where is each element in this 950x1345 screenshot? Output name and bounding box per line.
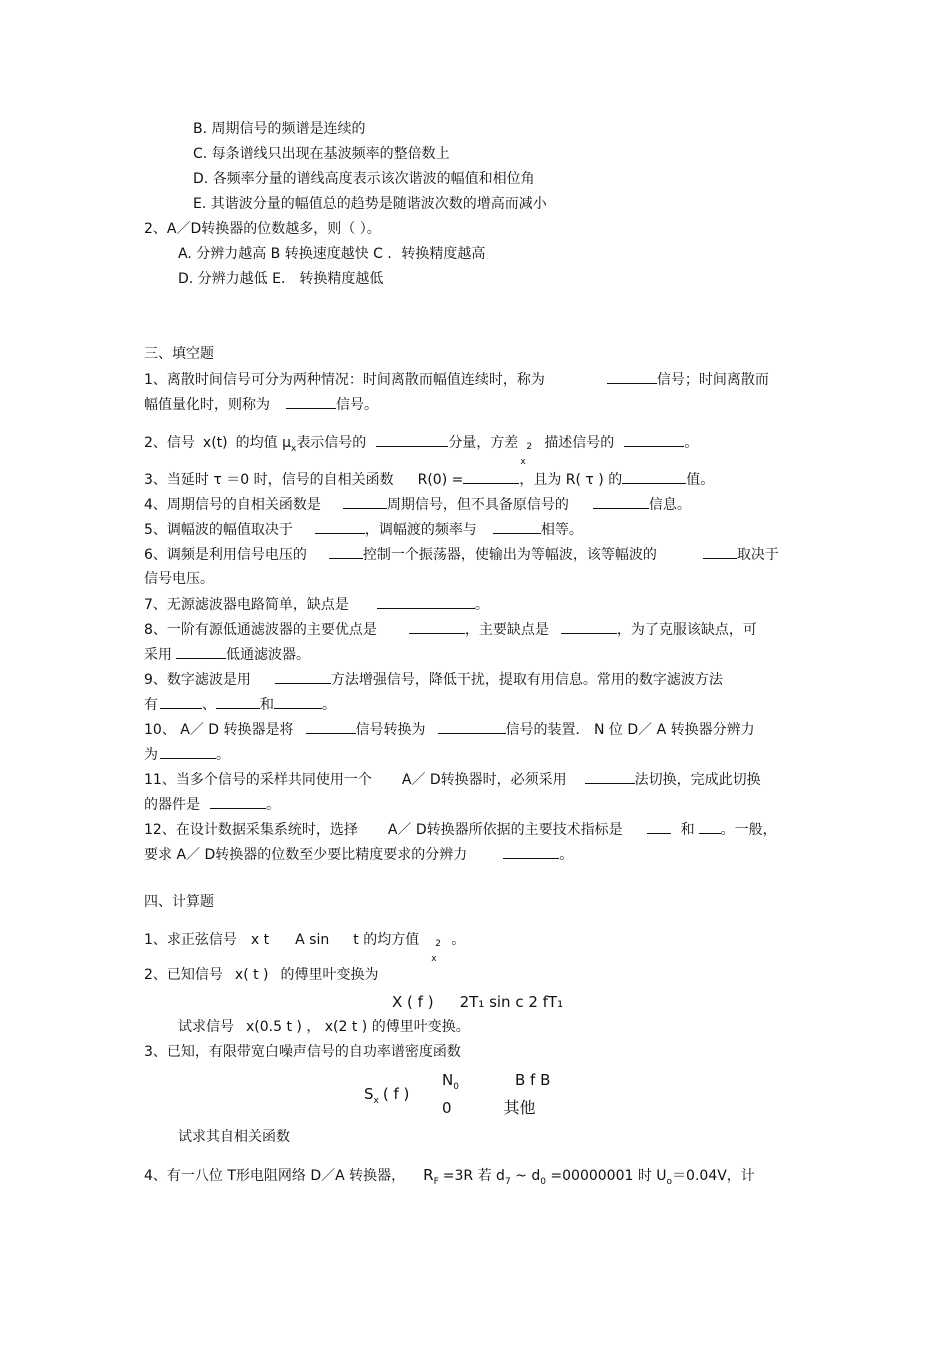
blank	[647, 820, 671, 834]
fill-q10-line2	[144, 745, 230, 764]
blank	[343, 495, 387, 509]
fill-q12-text: 要求 A／ D转换器的位数至少要比精度要求的分辨力	[144, 847, 468, 863]
blank	[160, 745, 216, 759]
fill-q5-text: 相等。	[540, 522, 583, 538]
fill-q5-text: ，调幅渡的频率与	[364, 522, 477, 538]
calc-q3-psd-case2	[442, 1099, 536, 1117]
fill-q4	[144, 495, 691, 514]
fill-q7-text: 7、无源滤波器电路简单，缺点是	[144, 597, 349, 613]
blank	[438, 720, 506, 734]
fill-q5	[144, 520, 583, 539]
fill-q12-text: A／ D转换器所依据的主要技术指标是	[387, 822, 623, 838]
calc-q2-text: 2、已知信号	[144, 967, 223, 983]
fill-q12-text: 。	[559, 847, 574, 863]
calc-q1-text: 。	[451, 932, 466, 948]
fill-q11-line1	[144, 770, 761, 789]
fill-q8-text: 8、一阶有源低通滤波器的主要优点是	[144, 622, 377, 638]
fill-q7-text: 。	[474, 597, 489, 613]
blank	[274, 695, 322, 709]
fill-q4-text: 4、周期信号的自相关函数是	[144, 497, 321, 513]
fill-q2	[144, 433, 699, 467]
fill-q10-text: 10、 A／ D 转换器是将	[144, 722, 294, 738]
fill-q11-text: 11、当多个信号的采样共同使用一个	[144, 772, 372, 788]
calc-q4-math: =3R 若 d	[442, 1168, 505, 1184]
subscript: x	[520, 457, 526, 467]
fill-q2-text: 表示信号的	[296, 435, 367, 451]
subscript: 0	[540, 1177, 546, 1187]
fill-q11-line2	[144, 795, 280, 814]
formula-text: ( f )	[382, 1085, 410, 1103]
fill-q11-text: 法切换，完成此切换	[634, 772, 761, 788]
fill-q10-text: 。	[216, 747, 230, 763]
calc-q3-psd-lhs	[364, 1085, 409, 1106]
blank	[160, 695, 202, 709]
formula-left: X ( f )	[392, 993, 434, 1011]
fill-q2-text: 2、信号	[144, 435, 195, 451]
blank	[593, 495, 649, 509]
fill-q1-text: 1、离散时间信号可分为两种情况：时间离散而幅值连续时，称为	[144, 372, 545, 388]
formula-text: N	[442, 1071, 454, 1089]
fill-q9-text: 、	[202, 697, 216, 713]
fill-q4-text: 信息。	[648, 497, 691, 513]
calc-q4-math: R	[423, 1166, 434, 1184]
mc-q2-options-row2: D. 分辨力越低 E． 转换精度越低	[178, 271, 384, 287]
fill-q10-text: 信号转换为	[355, 722, 426, 738]
fill-section-title: 三、填空题	[144, 346, 214, 362]
fill-q9-line1	[144, 670, 723, 689]
formula-text: 0	[442, 1099, 452, 1117]
fill-q6-text: 取决于	[736, 547, 779, 563]
fill-q7	[144, 595, 489, 614]
fill-q1-text: 幅值量化时，则称为	[144, 397, 270, 413]
fill-q11-text: 。	[266, 797, 280, 813]
fill-q8-text: ，为了克服该缺点，可	[616, 622, 757, 638]
blank	[329, 545, 363, 559]
fill-q3-text: 值。	[686, 472, 715, 488]
subscript: x	[373, 1096, 379, 1106]
subscript: x	[290, 444, 297, 454]
superscript: 2	[435, 939, 441, 949]
fill-q12-line2	[144, 845, 573, 864]
fill-q9-line2	[144, 695, 336, 714]
blank	[376, 433, 448, 447]
fill-q8-text: 低通滤波器。	[226, 647, 310, 663]
fill-q8-text: ，主要缺点是	[464, 622, 549, 638]
mc-option-c: C. 每条谱线只出现在基波频率的整倍数上	[193, 146, 450, 162]
calc-q2-math: x( t )	[234, 967, 269, 983]
fill-q4-text: 周期信号，但不具备原信号的	[386, 497, 569, 513]
fill-q9-text: 。	[322, 697, 336, 713]
fill-q2-text: 分量，方差	[448, 435, 519, 451]
fill-q5-text: 5、调幅波的幅值取决于	[144, 522, 293, 538]
calc-q3: 3、已知，有限带宽白噪声信号的自功率谱密度函数	[144, 1044, 461, 1060]
blank	[409, 620, 465, 634]
fill-q8-text: 采用	[144, 647, 172, 663]
fill-q10-text: 信号的装置． N 位 D／ A 转换器分辨力	[505, 722, 755, 738]
calc-q2-text: 试求信号	[178, 1019, 234, 1035]
calc-q4-math: =00000001 时 U	[545, 1168, 667, 1184]
fill-q11-text: 的器件是	[144, 797, 200, 813]
subscript: x	[431, 954, 437, 964]
fill-q8-line1	[144, 620, 757, 639]
fill-q12-text: 和	[680, 822, 695, 838]
formula-text: 其他	[503, 1098, 536, 1117]
calc-q1-text: t 的均方值	[353, 932, 420, 948]
fill-q9-text: 和	[260, 697, 274, 713]
fill-q2-text: 的均值 μ	[235, 435, 291, 451]
mc-q2-options-row1: A. 分辨力越高 B 转换速度越快 C ．转换精度越高	[178, 246, 486, 262]
fill-q6-text: 控制一个振荡器，使输出为等幅波，该等幅波的	[362, 547, 657, 563]
mc-option-b: B. 周期信号的频谱是连续的	[193, 121, 366, 137]
blank	[624, 433, 684, 447]
blank	[585, 770, 635, 784]
blank	[493, 520, 541, 534]
fill-q2-signal: x(t)	[202, 435, 228, 451]
blank	[275, 670, 331, 684]
blank	[377, 595, 475, 609]
fill-q3-text: 3、当延时 τ ＝0 时，信号的自相关函数	[144, 472, 394, 488]
fill-q6-text: 6、调频是利用信号电压的	[144, 547, 307, 563]
blank	[176, 645, 226, 659]
superscript: 2	[526, 442, 533, 452]
fill-q12-text: 。一般，	[720, 822, 777, 838]
blank	[210, 795, 266, 809]
calc-q2-text: x(0.5 t ) ， x(2 t ) 的傅里叶变换。	[246, 1019, 470, 1035]
fill-q11-text: A／ D转换器时，必须采用	[401, 772, 567, 788]
formula-text: B f B	[514, 1071, 551, 1089]
calc-q2-text: 的傅里叶变换为	[280, 967, 379, 983]
calc-q4-math: ~ d	[510, 1168, 541, 1184]
fill-q10-text: 为	[144, 747, 158, 763]
blank	[561, 620, 617, 634]
calc-q2-ask	[178, 1018, 470, 1036]
calc-q4-text: ＝0.04V，计	[672, 1168, 755, 1184]
fill-q6-line1	[144, 545, 779, 564]
blank	[622, 470, 686, 484]
blank	[699, 820, 721, 834]
subscript: 7	[504, 1177, 511, 1187]
fill-q9-text: 有	[144, 697, 158, 713]
blank	[463, 470, 519, 484]
subscript: 0	[453, 1082, 459, 1092]
fill-q2-text: 。	[684, 435, 699, 451]
calc-q3-ask: 试求其自相关函数	[178, 1129, 290, 1145]
mc-option-d: D. 各频率分量的谱线高度表示该次谐波的幅值和相位角	[193, 171, 535, 187]
subscript: o	[666, 1177, 673, 1187]
blank	[703, 545, 737, 559]
calc-section-title: 四、计算题	[144, 894, 214, 910]
fill-q8-line2	[144, 645, 310, 664]
calc-q1-math: A sin	[295, 932, 330, 948]
mc-option-e: E. 其谐波分量的幅值总的趋势是随谐波次数的增高而减小	[193, 196, 547, 212]
fill-q3	[144, 470, 714, 489]
formula-text: S	[364, 1085, 374, 1103]
calc-q3-psd-case1	[442, 1071, 550, 1092]
fill-q6-line2: 信号电压。	[144, 571, 214, 587]
fill-q9-text: 方法增强信号，降低干扰，提取有用信息。常用的数字滤波方法	[330, 672, 723, 688]
blank	[315, 520, 365, 534]
fill-q1-line1	[144, 370, 769, 389]
fill-q1-text: 信号。	[336, 397, 378, 413]
calc-q4	[144, 1166, 755, 1187]
fill-q1-text: 信号；时间离散而	[656, 372, 769, 388]
calc-q2-formula	[392, 993, 563, 1011]
fill-q9-text: 9、数字滤波是用	[144, 672, 251, 688]
fill-q12-line1	[144, 820, 777, 839]
blank	[503, 845, 559, 859]
calc-q1-math: x t	[250, 932, 270, 948]
blank	[216, 695, 260, 709]
blank	[306, 720, 356, 734]
fill-q12-text: 12、在设计数据采集系统时，选择	[144, 822, 358, 838]
fill-q2-text: 描述信号的	[544, 435, 615, 451]
subscript: F	[433, 1177, 439, 1187]
calc-q1	[144, 931, 466, 964]
calc-q4-text: 4、有一八位 T形电阻网络 D／A 转换器，	[144, 1168, 406, 1184]
blank	[286, 395, 336, 409]
blank	[607, 370, 657, 384]
fill-q10-line1	[144, 720, 755, 739]
formula-right: 2T₁ sin c 2 fT₁	[459, 993, 564, 1011]
fill-q3-text: R(0) =	[417, 472, 464, 488]
calc-q1-text: 1、求正弦信号	[144, 932, 237, 948]
fill-q3-text: ，且为 R( τ ) 的	[519, 472, 623, 488]
mc-question-2: 2、A／D转换器的位数越多，则（ ）。	[144, 221, 381, 237]
fill-q1-line2	[144, 395, 378, 414]
calc-q2	[144, 966, 379, 984]
